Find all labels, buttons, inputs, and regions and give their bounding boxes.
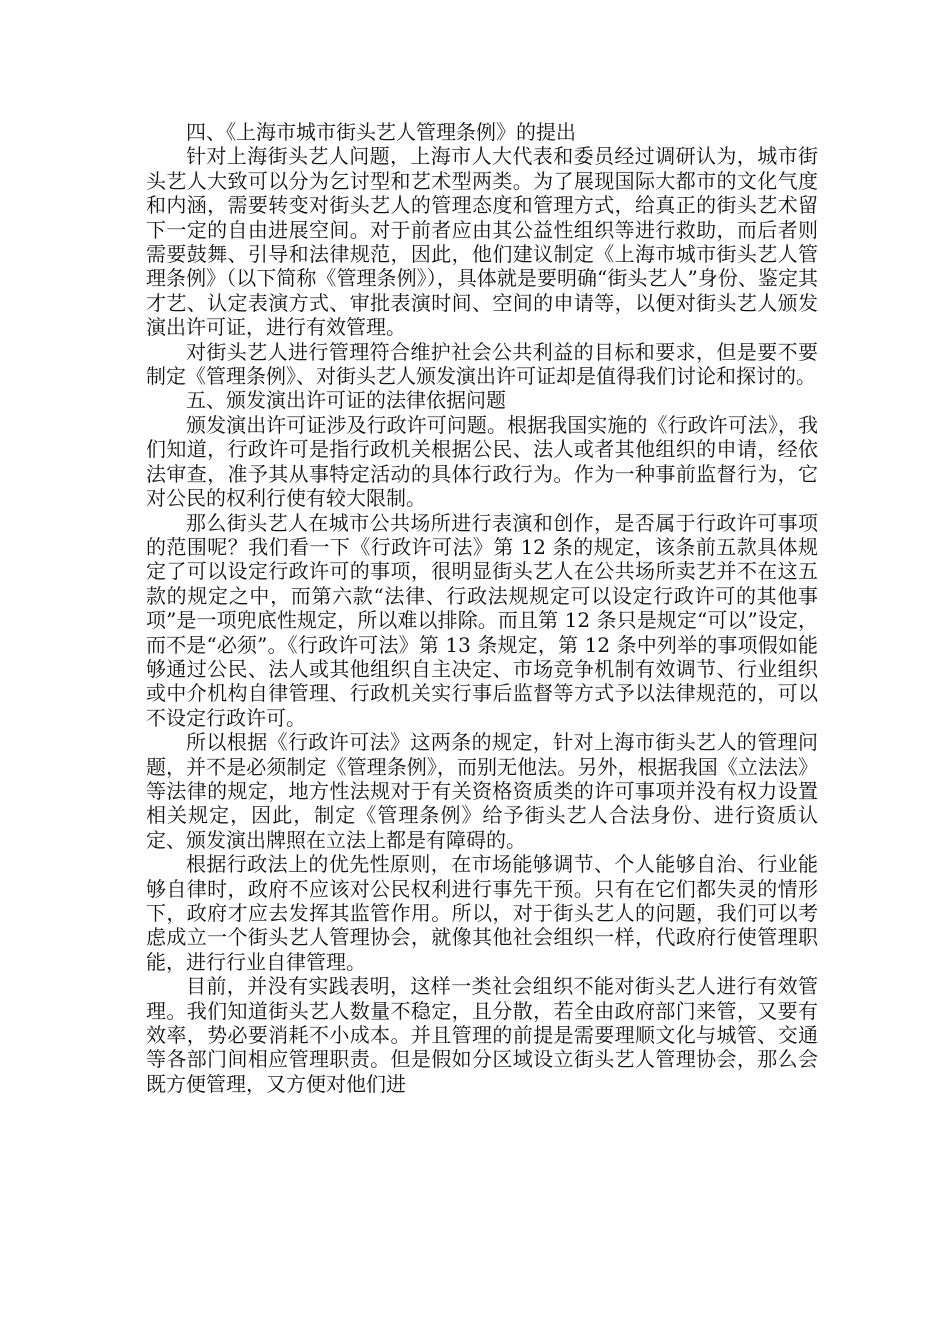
section-heading-4: 四、《上海市城市街头艺人管理条例》的提出 <box>186 120 576 144</box>
section-heading-5: 五、颁发演出许可证的法律依据问题 <box>186 388 506 413</box>
paragraph-association: 目前，并没有实践表明，这样一类社会组织不能对街头艺人进行有效管理。我们知道街头艺人数量不稳定，且分散，若全由政府部门来管，又要有效率，势必要消耗不小成本。并且管理的前提是需要理顺文化与城管、交通等各部门间相应管理职责。但是假如分区域设立街头艺人管理协会，那么会既方便管理，又方便对他们进 <box>146 974 818 1096</box>
document-body <box>146 120 818 1096</box>
paragraph-conclusion: 所以根据《行政许可法》这两条的规定，针对上海市街头艺人的管理问题，并不是必须制定《管理条例》，而别无他法。另外，根据我国《立法法》等法律的规定，地方性法规对于有关资格资质类的许可事项并没有权力设置相关规定，因此，制定《管理条例》给予街头艺人合法身份、进行资质认定、颁发演出牌照在立法上都是有障碍的。 <box>146 730 818 852</box>
paragraph-background: 针对上海街头艺人问题，上海市人大代表和委员经过调研认为，城市街头艺人大致可以分为乞讨型和艺术型两类。为了展现国际大都市的文化气度和内涵，需要转变对街头艺人的管理态度和管理方式，给真正的街头艺术留下一定的自由进展空间。对于前者应由其公益性组织等进行救助，而后者则需要鼓舞、引导和法律规范，因此，他们建议制定《上海市城市街头艺人管理条例》（以下简称《管理条例》），具体就是要明确“街头艺人”身份、鉴定其才艺、认定表演方式、审批表演时间、空间的申请等，以便对街头艺人颁发演出许可证，进行有效管理。 <box>146 144 818 340</box>
paragraph-priority-principle: 根据行政法上的优先性原则，在市场能够调节、个人能够自治、行业能够自律时，政府不应该对公民权利进行事先干预。只有在它们都失灵的情形下，政府才应去发挥其监管作用。所以，对于街头艺人的问题，我们可以考虑成立一个街头艺人管理协会，就像其他社会组织一样，代政府行使管理职能，进行行业自律管理。 <box>146 852 818 974</box>
paragraph-licensing: 颁发演出许可证涉及行政许可问题。根据我国实施的《行政许可法》，我们知道，行政许可是指行政机关根据公民、法人或者其他组织的申请，经依法审查，准予其从事特定活动的具体行政行为。作为一种事前监督行为，它对公民的权利行使有较大限制。 <box>146 412 818 511</box>
paragraph-article-12-13: 那么街头艺人在城市公共场所进行表演和创作，是否属于行政许可事项的范围呢？我们看一下《行政许可法》第 12 条的规定，该条前五款具体规定了可以设定行政许可的事项，很明显街头艺人在公共场所卖艺并不在这五款的规定之中，而第六款“法律、行政法规规定可以设定行政许可的其他事项”是一项兜底性规定，所以难以排除。而且第 12 条只是规定“可以”设定，而不是“必须”。《行政许可法》第 13 条规定，第 12 条中列举的事项假如能够通过公民、法人或其他组织自主决定、市场竞争机制有效调节、行业组织或中介机构自律管理、行政机关实行事后监督等方式予以法律规范的，可以不设定行政许可。 <box>146 510 818 730</box>
paragraph-question: 对街头艺人进行管理符合维护社会公共利益的目标和要求，但是要不要制定《管理条例》、对街头艺人颁发演出许可证却是值得我们讨论和探讨的。 <box>146 339 818 389</box>
